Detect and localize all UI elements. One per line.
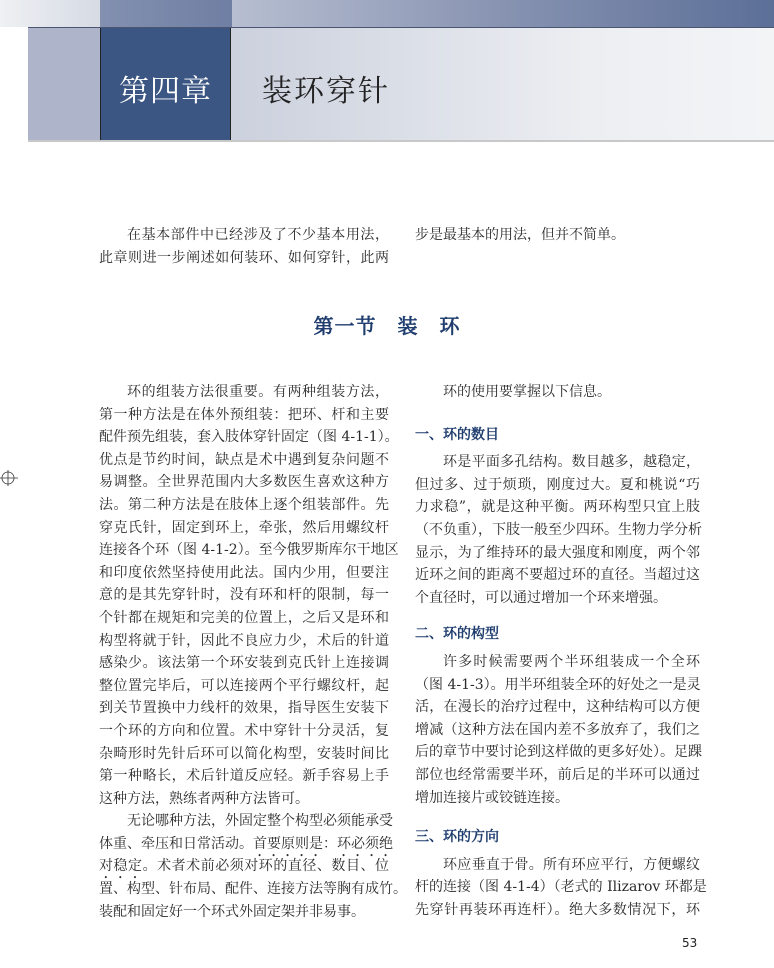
text-line: 这种方法，熟练者两种方法皆可。 xyxy=(99,790,309,807)
text-segment: 体重、牵压和日常活动。 xyxy=(99,835,253,852)
text-line: 连接各个环（图 4-1-2）。至今俄罗斯库尔干地区 xyxy=(99,542,399,559)
paragraph xyxy=(415,854,707,922)
crop-mark-icon xyxy=(0,469,18,487)
chapter-header xyxy=(28,27,774,141)
text-line: 第一种略长，术后针道反应轻。新手容易上手 xyxy=(99,768,389,785)
text-line xyxy=(99,878,407,901)
text-line xyxy=(99,901,389,924)
text-line: （不负重），下肢一般至少四环。生物力学分析 xyxy=(415,521,702,538)
text-line: 易调整。全世界范围内大多数医生喜欢这种方 xyxy=(99,474,389,491)
text-segment: 装配和固定好一个环式外固定架并非易事。 xyxy=(99,903,365,920)
emphasized-text: 首要原则是：环必须绝 xyxy=(253,835,393,852)
text-line: 穿克氏针，固定到环上，牵张，然后用螺纹杆 xyxy=(99,519,389,536)
text-line: 和印度依然坚持使用此法。国内少用，但要注 xyxy=(99,564,389,581)
text-line: 后的章节中要讨论到这样做的更多好处）。足踝 xyxy=(415,744,702,761)
subsection-heading: 二、环的构型 xyxy=(415,626,499,643)
text-line: 意的是其先穿针时，没有环和杆的限制，每一 xyxy=(99,587,389,604)
text-line xyxy=(99,810,393,833)
subsection-heading: 三、环的方向 xyxy=(415,829,499,846)
paragraph xyxy=(99,381,399,810)
text-line: 个针都在规矩和完美的位置上，之后又是环和 xyxy=(99,609,389,626)
text-line: 增减（这种方法在国内差不多放弃了，我们之 xyxy=(415,721,700,738)
left-column xyxy=(99,381,407,923)
header-strip-segment xyxy=(100,0,232,27)
paragraph xyxy=(415,651,700,809)
right-column xyxy=(415,381,707,921)
text-line: 环的组装方法很重要。有两种组装方法， xyxy=(127,384,389,400)
header-gradient-strip xyxy=(0,0,774,27)
text-line: 杆的连接（图 4-1-4）（老式的 Ilizarov 环都是 xyxy=(415,879,707,896)
text-line: 环是平面多孔结构。数目越多，越稳定， xyxy=(443,454,700,471)
text-line: 构型将就于针，因此不良应力少，术后的针道 xyxy=(99,632,389,649)
text-line xyxy=(99,855,389,878)
paragraph xyxy=(415,224,700,247)
text-line: 优点是节约时间，缺点是术中遇到复杂问题不 xyxy=(99,451,389,468)
text-line: 力求稳”，就是这种平衡。两环构型只宜上肢 xyxy=(415,499,700,516)
text-line: 一个环的方向和位置。术中穿针十分灵活，复 xyxy=(99,722,389,739)
subsection-heading: 一、环的数目 xyxy=(415,426,499,443)
chapter-number-box xyxy=(100,28,231,140)
text-segment: 无论哪种方法，外固定整个构型必须能承受 xyxy=(127,813,393,830)
text-segment: 置、构型、针布局、配件、连接方法等胸有成竹。 xyxy=(99,881,407,898)
text-line: 先穿针再装环再连杆）。绝大多数情况下，环 xyxy=(415,901,700,918)
text-line xyxy=(99,833,393,856)
text-line: 许多时候需要两个半环组装成一个全环 xyxy=(443,653,700,670)
header-divider xyxy=(28,140,774,142)
intro-right-column xyxy=(415,224,700,247)
section-title: 第一节 装 环 xyxy=(313,314,461,338)
text-line: 但过多、过于烦琐，刚度过大。夏和桃说“巧 xyxy=(415,476,700,493)
text-line: 环应垂直于骨。所有环应平行，方便螺纹 xyxy=(443,856,700,873)
text-line: 法。第二种方法是在肢体上逐个组装部件。先 xyxy=(99,496,389,513)
text-line: 部位也经常需要半环，前后足的半环可以通过 xyxy=(415,766,700,783)
text-line: 此章则进一步阐述如何装环、如何穿针，此两 xyxy=(99,249,389,266)
intro-left-column xyxy=(99,224,389,269)
text-line: 杂畸形时先针后环可以简化构型，安装时间比 xyxy=(99,745,389,762)
emphasized-text: 对稳定 xyxy=(99,858,143,875)
page-number: 53 xyxy=(682,936,698,950)
text-line: 近环之间的距离不要超过环的直径。当超过这 xyxy=(415,567,700,584)
text-line: 增加连接片或铰链连接。 xyxy=(415,789,569,806)
text-line: （图 4-1-3）。用半环组装全环的好处之一是灵 xyxy=(415,676,701,693)
paragraph xyxy=(99,224,389,269)
text-line: 感染少。该法第一个环安装到克氏针上连接调 xyxy=(99,655,389,672)
text-line: 显示，为了维持环的最大强度和刚度，两个邻 xyxy=(415,544,700,561)
text-line: 配件预先组装，套入肢体穿针固定（图 4-1-1）。 xyxy=(99,429,399,446)
text-line: 个直径时，可以通过增加一个环来增强。 xyxy=(415,589,667,606)
text-segment: 。术者术前必须对环的直径、数目、位 xyxy=(142,858,390,875)
chapter-number: 第四章 xyxy=(119,74,212,109)
paragraph xyxy=(99,810,407,923)
chapter-title: 装环穿针 xyxy=(262,74,390,109)
text-line: 步是最基本的用法，但并不简单。 xyxy=(415,227,625,243)
header-left-block xyxy=(28,28,100,140)
text-line: 活，在漫长的治疗过程中，这种结构可以方便 xyxy=(415,699,700,716)
text-line: 环的使用要掌握以下信息。 xyxy=(443,384,611,400)
text-line: 第一种方法是在体外预组装：把环、杆和主要 xyxy=(99,406,389,423)
text-line: 整位置完毕后，可以连接两个平行螺纹杆，起 xyxy=(99,677,389,694)
paragraph xyxy=(415,451,700,609)
text-line: 到关节置换中力线杆的效果，指导医生安装下 xyxy=(99,700,389,717)
text-line: 在基本部件中已经涉及了不少基本用法， xyxy=(127,227,389,243)
